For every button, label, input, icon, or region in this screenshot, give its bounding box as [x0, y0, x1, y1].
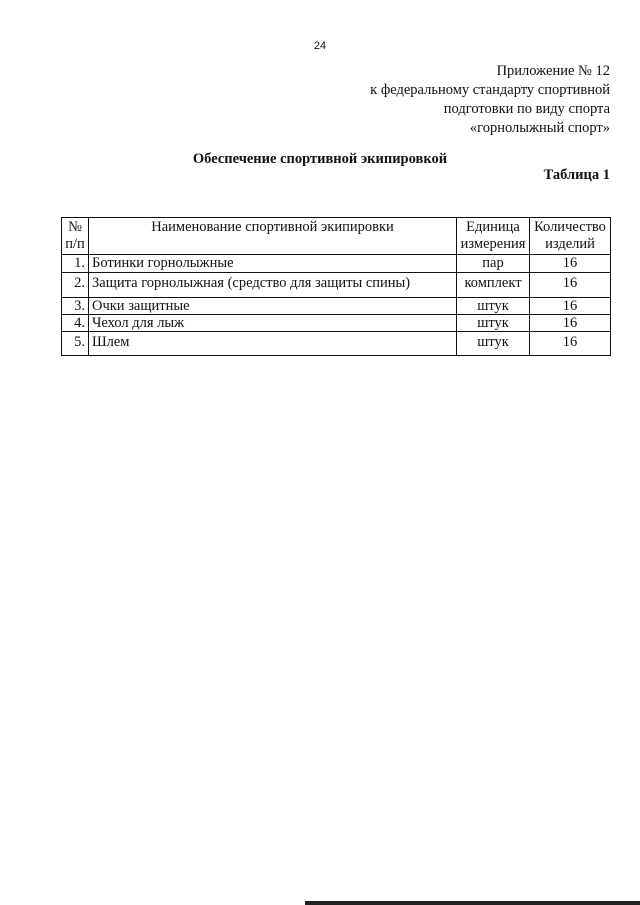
header-quantity [530, 218, 611, 255]
table-row [62, 255, 611, 273]
page-number: 24 [313, 40, 327, 52]
header-quantity-line2: изделий [545, 236, 595, 252]
row-quantity: 16 [530, 332, 611, 356]
row-unit: штук [457, 298, 530, 315]
row-quantity: 16 [530, 255, 611, 273]
row-unit: комплект [457, 273, 530, 298]
appendix-line: Приложение № 12 [496, 63, 610, 79]
table-header-row [62, 218, 611, 255]
scan-edge-line [305, 901, 640, 905]
header-number [62, 218, 89, 255]
row-number: 5. [62, 332, 89, 356]
header-number-line1: № [68, 219, 82, 235]
row-unit: штук [457, 315, 530, 332]
header-unit [457, 218, 530, 255]
document-title: Обеспечение спортивной экипировкой [192, 151, 448, 167]
row-name: Очки защитные [89, 298, 457, 315]
row-name: Чехол для лыж [89, 315, 457, 332]
appendix-line: «горнолыжный спорт» [469, 120, 610, 136]
equipment-table [61, 217, 611, 356]
header-number-line2: п/п [65, 236, 85, 252]
table-row [62, 273, 611, 298]
header-unit-line2: измерения [460, 236, 526, 252]
row-unit: штук [457, 332, 530, 356]
row-quantity: 16 [530, 315, 611, 332]
row-name: Защита горнолыжная (средство для защиты спины) [89, 273, 457, 298]
header-quantity-line1: Количество [534, 219, 606, 235]
row-unit: пар [457, 255, 530, 273]
table-row [62, 315, 611, 332]
table-label: Таблица 1 [543, 167, 610, 183]
row-quantity: 16 [530, 298, 611, 315]
header-unit-line1: Единица [466, 219, 520, 235]
row-number: 4. [62, 315, 89, 332]
table-row [62, 298, 611, 315]
appendix-header [370, 62, 610, 138]
row-quantity: 16 [530, 273, 611, 298]
header-name [89, 218, 457, 255]
row-name: Ботинки горнолыжные [89, 255, 457, 273]
appendix-line: к федеральному стандарту спортивной [370, 82, 610, 98]
row-name: Шлем [89, 332, 457, 356]
table-row [62, 332, 611, 356]
appendix-line: подготовки по виду спорта [443, 101, 610, 117]
row-number: 2. [62, 273, 89, 298]
row-number: 1. [62, 255, 89, 273]
header-name-text: Наименование спортивной экипировки [151, 219, 394, 235]
row-number: 3. [62, 298, 89, 315]
